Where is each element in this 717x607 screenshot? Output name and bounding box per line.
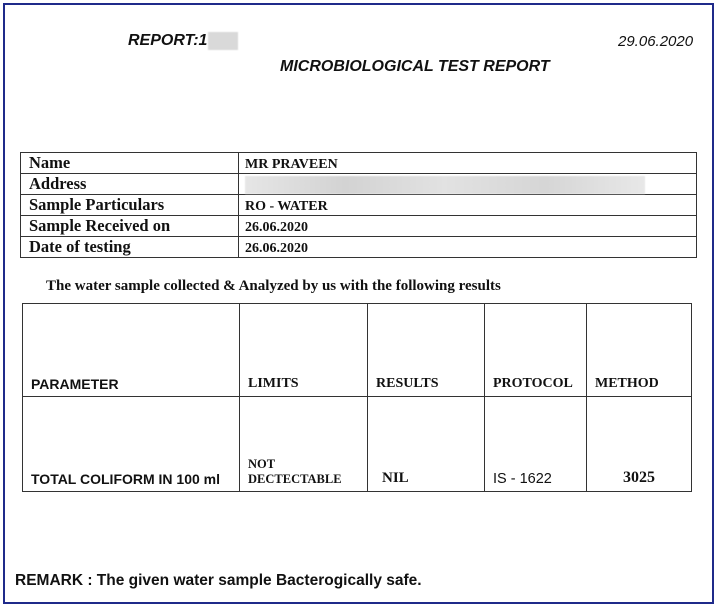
results-header-row — [23, 304, 692, 397]
redacted-report-id — [208, 32, 238, 50]
report-date: 29.06.2020 — [618, 33, 694, 50]
address-value — [239, 174, 697, 195]
info-row-date-of-testing — [21, 237, 697, 258]
info-row-sample-received — [21, 216, 697, 237]
intro-text: The water sample collected & Analyzed by us with the following results — [46, 278, 501, 294]
protocol-cell: IS - 1622 — [485, 397, 587, 492]
info-row-name — [21, 153, 697, 174]
sample-info-table — [20, 152, 697, 258]
header-parameter: PARAMETER — [23, 304, 240, 397]
method-value: 3025 — [623, 469, 655, 486]
sample-particulars-value: RO - WATER — [239, 195, 697, 216]
sample-received-label: Sample Received on — [21, 216, 239, 237]
date-of-testing-label: Date of testing — [21, 237, 239, 258]
name-label: Name — [21, 153, 239, 174]
header-results: RESULTS — [368, 304, 485, 397]
redacted-address — [245, 176, 645, 194]
remark-text: REMARK : The given water sample Bacterogically safe. — [15, 572, 422, 589]
date-of-testing-value: 26.06.2020 — [239, 237, 697, 258]
name-value: MR PRAVEEN — [239, 153, 697, 174]
parameter-cell: TOTAL COLIFORM IN 100 ml — [23, 397, 240, 492]
sample-received-value: 26.06.2020 — [239, 216, 697, 237]
limits-line-1: NOT — [248, 457, 276, 471]
report-number-label: REPORT:1 — [128, 32, 208, 50]
sample-particulars-label: Sample Particulars — [21, 195, 239, 216]
header-method: METHOD — [587, 304, 692, 397]
info-row-sample-particulars — [21, 195, 697, 216]
address-label: Address — [21, 174, 239, 195]
table-row — [23, 397, 692, 492]
header-limits: LIMITS — [240, 304, 368, 397]
info-row-address — [21, 174, 697, 195]
limits-cell — [240, 397, 368, 492]
report-title: MICROBIOLOGICAL TEST REPORT — [280, 58, 550, 75]
limits-line-2: DECTECTABLE — [248, 472, 342, 486]
report-number — [128, 32, 238, 50]
results-table — [22, 303, 692, 492]
method-cell — [587, 397, 692, 492]
header-protocol: PROTOCOL — [485, 304, 587, 397]
result-cell: NIL — [368, 397, 485, 492]
